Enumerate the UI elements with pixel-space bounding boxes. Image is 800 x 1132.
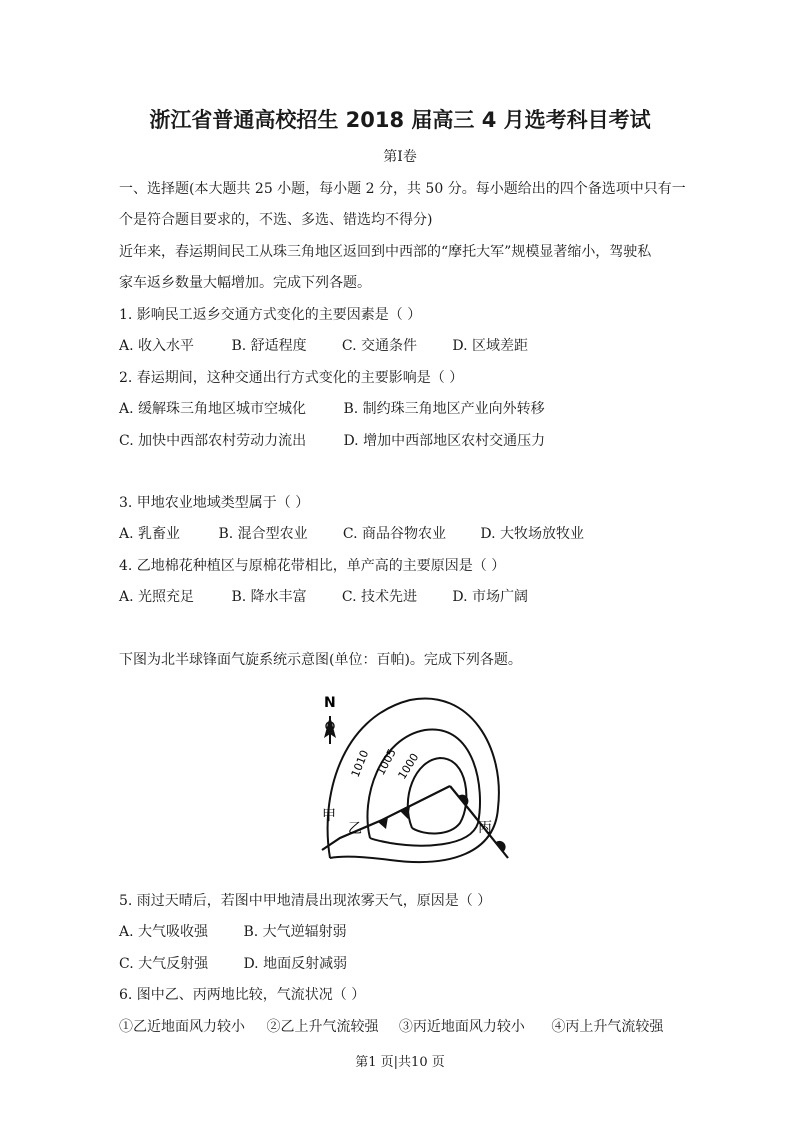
question-2-options-row1 (119, 399, 545, 419)
q4-option-b[interactable]: B. 降水丰富 (231, 589, 307, 605)
question-5-options-row2 (119, 954, 347, 974)
question-1-stem: 1. 影响民工返乡交通方式变化的主要因素是（ ） (119, 307, 422, 323)
cold-front-triangles (378, 806, 410, 829)
point-yi-label: 乙 (348, 821, 362, 837)
isobar-label-1010: 1010 (348, 748, 372, 780)
section-instructions-line2: 个是符合题目要求的，不选、多选、错选均不得分) (119, 212, 433, 228)
q1-option-a[interactable]: A. 收入水平 (119, 338, 195, 354)
q6-option-4[interactable]: ④丙上升气流较强 (551, 1019, 664, 1035)
q6-option-3[interactable]: ③丙近地面风力较小 (398, 1019, 525, 1035)
north-arrow-icon (324, 716, 336, 744)
question-1-options (119, 336, 528, 356)
passage1-line2: 家车返乡数量大幅增加。完成下列各题。 (119, 275, 371, 291)
q3-option-d[interactable]: D. 大牧场放牧业 (480, 526, 584, 542)
question-5-options-row1 (119, 922, 347, 942)
q4-option-c[interactable]: C. 技术先进 (341, 589, 418, 605)
question-6-stem: 6. 图中乙、丙两地比较，气流状况（ ） (119, 987, 366, 1003)
question-6-options (119, 1017, 663, 1037)
q5-option-b[interactable]: B. 大气逆辐射弱 (243, 924, 347, 940)
question-2-stem: 2. 春运期间，这种交通出行方式变化的主要影响是（ ） (119, 370, 464, 386)
isobar-1005 (367, 729, 480, 845)
q2-option-c[interactable]: C. 加快中西部农村劳动力流出 (119, 433, 307, 449)
page-title: 浙江省普通高校招生 2018 届高三 4 月选考科目考试 (149, 108, 651, 132)
point-bing-label: 丙 (478, 820, 492, 836)
q6-option-2[interactable]: ②乙上升气流较强 (266, 1019, 379, 1035)
question-3-stem: 3. 甲地农业地域类型属于（ ） (119, 495, 310, 511)
passage2: 下图为北半球锋面气旋系统示意图(单位：百帕)。完成下列各题。 (119, 652, 522, 668)
q3-option-a[interactable]: A. 乳畜业 (119, 526, 181, 542)
cyclone-figure (300, 688, 525, 873)
question-4-stem: 4. 乙地棉花种植区与原棉花带相比，单产高的主要原因是（ ） (119, 558, 506, 574)
q6-option-1[interactable]: ①乙近地面风力较小 (119, 1019, 245, 1035)
q3-option-c[interactable]: C. 商品谷物农业 (342, 526, 447, 542)
question-2-options-row2 (119, 431, 545, 451)
q1-option-b[interactable]: B. 舒适程度 (231, 338, 307, 354)
north-label: N (324, 695, 336, 711)
point-jia-label: 甲 (322, 808, 336, 824)
q4-option-a[interactable]: A. 光照充足 (119, 589, 195, 605)
q1-option-d[interactable]: D. 区域差距 (452, 338, 528, 354)
isobar-label-1000: 1000 (395, 750, 422, 782)
question-3-options (119, 524, 584, 544)
q4-option-d[interactable]: D. 市场广阔 (452, 589, 528, 605)
section-instructions-line1: 一、选择题(本大题共 25 小题，每小题 2 分，共 50 分。每小题给出的四个备选项中只有一 (119, 181, 686, 197)
q1-option-c[interactable]: C. 交通条件 (341, 338, 418, 354)
page-footer: 第1 页|共10 页 (355, 1055, 445, 1070)
q5-option-a[interactable]: A. 大气吸收强 (119, 924, 209, 940)
question-5-stem: 5. 雨过天晴后，若图中甲地清晨出现浓雾天气，原因是（ ） (119, 893, 492, 909)
q2-option-b[interactable]: B. 制约珠三角地区产业向外转移 (343, 401, 545, 417)
isobar-label-1005: 1005 (374, 746, 399, 778)
q2-option-d[interactable]: D. 增加中西部地区农村交通压力 (343, 433, 546, 449)
q2-option-a[interactable]: A. 缓解珠三角地区城市空城化 (119, 401, 307, 417)
question-4-options (119, 587, 528, 607)
passage1-line1: 近年来，春运期间民工从珠三角地区返回到中西部的“摩托大军”规模显著缩小，驾驶私 (119, 244, 652, 260)
volume-label: 第Ⅰ卷 (383, 149, 417, 165)
q5-option-c[interactable]: C. 大气反射强 (119, 956, 209, 972)
q5-option-d[interactable]: D. 地面反射减弱 (243, 956, 348, 972)
q3-option-b[interactable]: B. 混合型农业 (218, 526, 308, 542)
